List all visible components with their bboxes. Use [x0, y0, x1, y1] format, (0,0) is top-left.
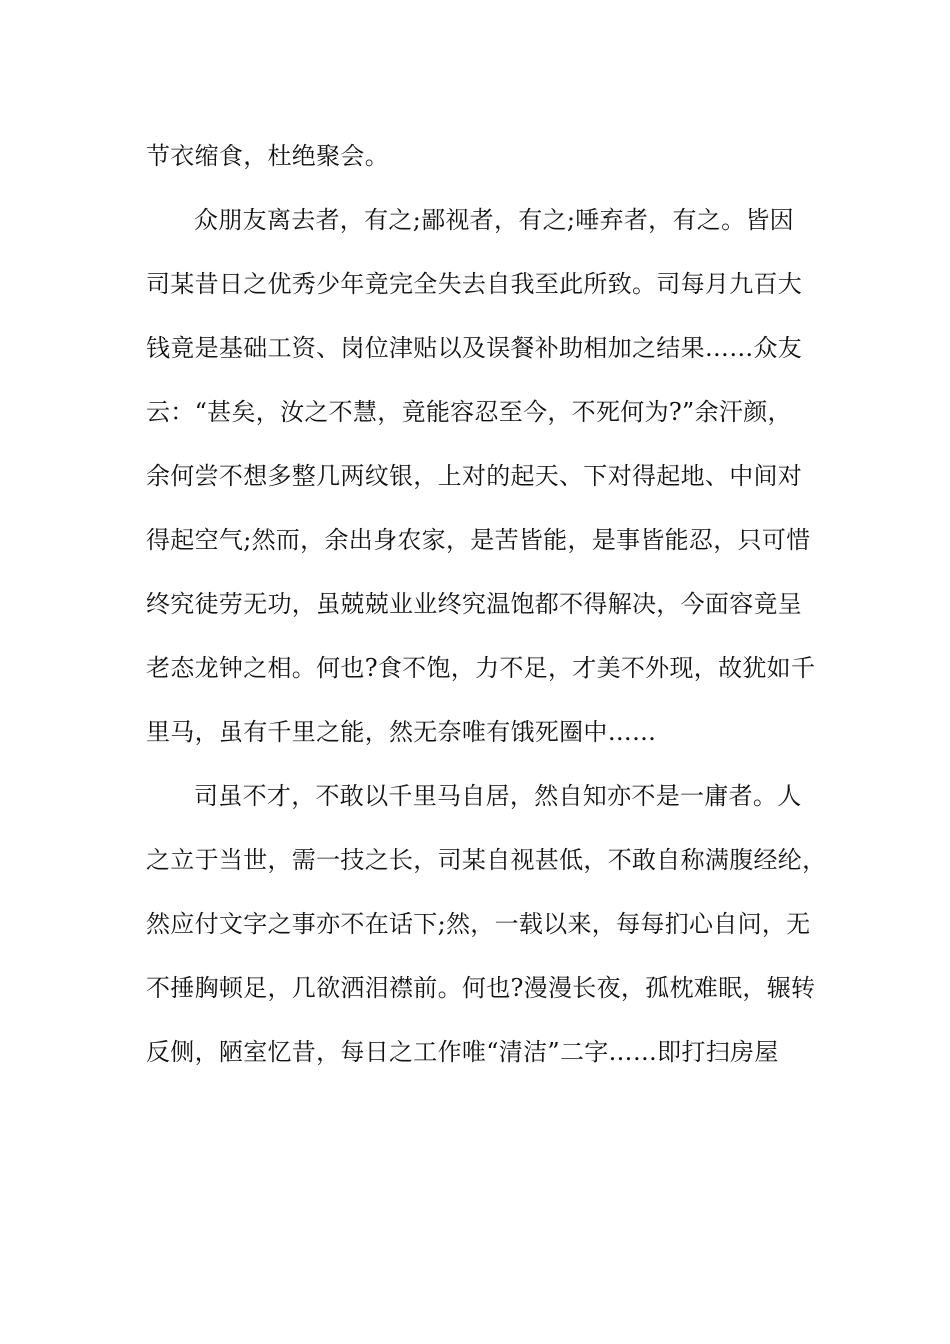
text-line: 得起空气;然而，余出身农家，是苦皆能，是事皆能忍，只可惜 [146, 526, 811, 554]
text-line: 司虽不才，不敢以千里马自居，然自知亦不是一庸者。人 [194, 782, 802, 810]
text-line: 节衣缩食，杜绝聚会。 [146, 142, 389, 170]
text-line: 然应付文字之事亦不在话下;然，一载以来，每每扪心自问，无 [146, 910, 811, 938]
text-line: 司某昔日之优秀少年竟完全失去自我至此所致。司每月九百大 [146, 270, 803, 298]
text-line: 终究徒劳无功，虽兢兢业业终究温饱都不得解决，今面容竟呈 [146, 590, 803, 618]
text-line: 不捶胸顿足，几欲洒泪襟前。何也?漫漫长夜，孤枕难眠，辗转 [146, 974, 816, 1002]
text-line: 老态龙钟之相。何也?食不饱，力不足，才美不外现，故犹如千 [146, 654, 816, 682]
text-line: 反侧，陋室忆昔，每日之工作唯“清洁”二字……即打扫房屋 [146, 1038, 779, 1066]
text-line: 云：“甚矣，汝之不慧，竟能容忍至今，不死何为?”余汗颜， [146, 398, 792, 426]
document-body [146, 124, 836, 1084]
text-line: 钱竟是基础工资、岗位津贴以及误餐补助相加之结果……众友 [146, 334, 803, 362]
text-line: 之立于当世，需一技之长，司某自视甚低，不敢自称满腹经纶， [146, 846, 827, 874]
text-line: 里马，虽有千里之能，然无奈唯有饿死圈中…… [146, 718, 657, 746]
text-line: 余何尝不想多整几两纹银，上对的起天、下对得起地、中间对 [146, 462, 803, 490]
text-line: 众朋友离去者，有之;鄙视者，有之;唾弃者，有之。皆因 [194, 206, 794, 234]
